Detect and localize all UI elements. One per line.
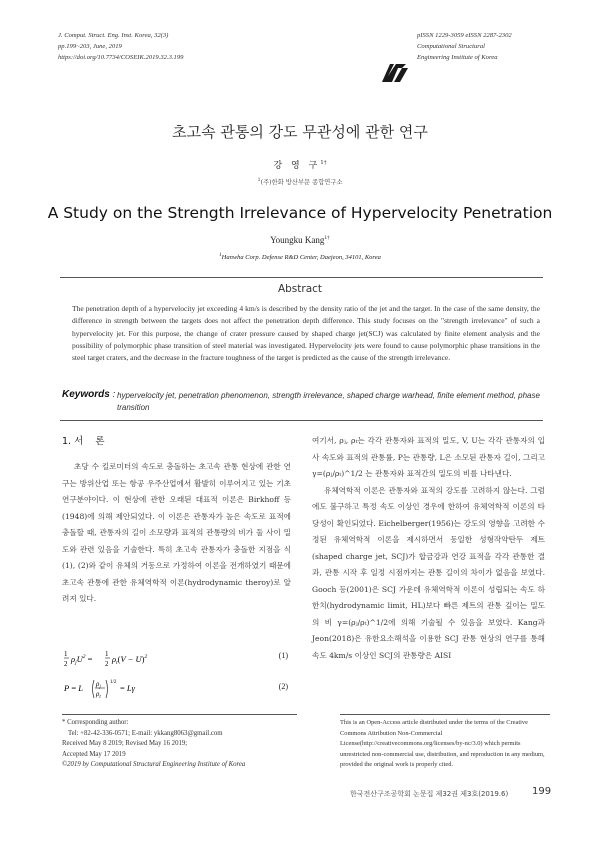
footnote-rule-left xyxy=(62,714,297,715)
header-line-citation: J. Comput. Struct. Eng. Inst. Korea, 32(3) xyxy=(58,32,169,39)
equation-2-number: (2) xyxy=(278,682,288,691)
header-issn: pISSN 1229-3059 eISSN 2287-2302 xyxy=(417,32,512,39)
equation-2-formula xyxy=(64,676,234,702)
english-affiliation xyxy=(0,253,600,261)
journal-logo-icon xyxy=(380,62,410,84)
keywords-label xyxy=(62,389,115,400)
svg-text:= Lγ: = Lγ xyxy=(120,683,135,693)
equation-1-number: (1) xyxy=(278,651,288,660)
korean-title: 초고속 관통의 강도 무관성에 관한 연구 xyxy=(172,123,428,141)
corresponding-label: * Corresponding author: xyxy=(62,719,129,726)
page-number: 199 xyxy=(532,786,552,797)
korean-author-mark: 1† xyxy=(320,160,327,166)
english-affil-mark: 1 xyxy=(219,253,222,258)
english-affil-text: Hanwha Corp. Defense R&D Center, Daejeon, 34101, Korea xyxy=(221,254,381,262)
corresponding-contact: Tel: +82-42-336-0571; E-mail: ykkang8063@gmail.com xyxy=(68,729,223,737)
svg-text:1/2: 1/2 xyxy=(110,680,117,685)
svg-text:2: 2 xyxy=(105,660,109,668)
right-column xyxy=(312,433,545,664)
korean-affil-text: (주)한화 방산부문 종합연구소 xyxy=(260,179,343,187)
header-line-pages: pp.199~203, June, 2019 xyxy=(58,43,122,50)
svg-text:1: 1 xyxy=(64,650,68,658)
korean-author xyxy=(0,158,600,171)
english-author-name: Youngku Kang xyxy=(270,235,325,245)
english-author xyxy=(0,235,600,245)
equation-2 xyxy=(64,676,290,702)
accepted-date: Accepted May 17 2019 xyxy=(62,750,126,758)
abstract-top-rule xyxy=(60,277,543,278)
keywords-bottom-rule xyxy=(60,420,543,421)
equation-1 xyxy=(64,647,290,669)
abstract-heading: Abstract xyxy=(277,283,323,295)
journal-header-left xyxy=(58,30,183,63)
abstract-text: The penetration depth of a hypervelocity jet exceeding 4 km/s is described by the density ratio of the jet and the target. In the case of the same density, the difference in strength between the targets does not affect the penetration depth difference. This study focuses on the "strength irrelevance" of such a hypervelocity jet. For this purpose, the change of crater pressure caused by shaped charge jet(SCJ) was calculated by finite element analysis and the possibility of polymorphic phase transition of steel material was investigated. Hypervelocity jets were found to cause polymorphic phase transitions in the steel target craters, and the decrease in the fracture toughness of the target is predicted as the cause of the strength irrelevance. xyxy=(72,304,540,363)
left-column xyxy=(62,459,291,608)
right-paragraph-2: 유체역학적 이론은 관통자와 표적의 강도를 고려하지 않는다. 그럼에도 불구하고 특정 속도 이상인 경우에 한하여 유체역학적 이론의 타당성이 확인되었다. Eichelberger(1956)는 강도의 영향을 고려한 수정된 유체역학적 이론을 제시하면서 동일한 성형작약탄두 제트(shaped charge jet, SCJ)가 합금강과 연강 표적을 각각 관통한 결과, 관통 시작 후 일정 시점까지는 관통 길이의 차이가 없음을 보였다. Gooch 등(2001)은 SCJ 가운데 유체역학적 이론이 성립되는 속도 하한치(hydrodynamic limit, HL)보다 빠른 제트의 관통 깊이는 밀도의 비 γ=(ρⱼ/ρₜ)^1/2에 의해 기술될 수 있음을 보였다. Kang과 Jeon(2018)은 유한요소해석을 이용한 SCJ 관통 현상의 연구를 통해 속도 4km/s 이상인 SCJ의 관통량은 AISI xyxy=(312,485,545,660)
svg-text:ρt: $\rho_t$ xyxy=(96,690,101,700)
received-dates: Received May 8 2019; Revised May 16 2019; xyxy=(62,740,188,747)
korean-author-name: 강 영 구 xyxy=(273,161,321,171)
copyright-line: ©2019 by Computational Structural Engineering Institute of Korea xyxy=(62,761,246,768)
svg-text:ρjU2 =: $\rho_jU^2$ = xyxy=(71,654,93,666)
keywords-separator: : xyxy=(112,389,116,399)
journal-header-right xyxy=(417,30,512,63)
footer-journal-info: 한국전산구조공학회 논문집 제32권 제3호(2019.6) xyxy=(350,790,509,798)
section-1-heading: 1. 서 론 xyxy=(62,436,105,447)
svg-text:ρj: $\rho_j$ xyxy=(96,680,101,690)
intro-paragraph: 초당 수 킬로미터의 속도로 충돌하는 초고속 관통 현상에 관한 연구는 방위산업 또는 항공 우주산업에서 활발히 이루어지고 있는 기초 연구분야이다. 이 현상에 관한 오래된 대표적 이론은 Birkhoff 등(1948)에 의해 제안되었다. 이 이론은 관통자가 높은 속도로 표적에 충돌할 때, 관통자의 길이 소모량과 표적의 관통량의 비가 둘 사이 밀도와 관련 있음을 기술한다. 특히 초고속 관통자가 충돌한 지점을 식 (1), (2)와 같이 유체의 거동으로 가정하여 이론을 전개하였기 때문에 초고속 관통에 관한 유체역학적 이론(hydrodynamic theroy)로 알려져 있다. xyxy=(62,462,291,603)
footnote-left xyxy=(62,718,297,771)
english-title: A Study on the Strength Irrelevance of Hypervelocity Penetration xyxy=(47,204,553,222)
svg-text:P = L: P = L xyxy=(64,683,83,693)
svg-text:1: 1 xyxy=(105,650,109,658)
keywords-text: hypervelocity jet, penetration phenomenon, strength irrelevance, shaped charge warhead, finite element method, phase transition xyxy=(117,391,540,412)
header-society-line2: Engineering Institute of Korea xyxy=(417,54,498,61)
open-access-notice: This is an Open-Access article distributed under the terms of the Creative Commons Attribution Non-Commercial License(http://creativecommons.org/licenses/by-nc/3.0) which permits unrestricted non-commercial use, distribution, and reproduction in any medium, provided the original work is properly cited. xyxy=(340,719,545,768)
korean-affil-mark: 1 xyxy=(257,177,261,183)
korean-affiliation xyxy=(0,177,600,186)
header-society-line1: Computational Structural xyxy=(417,43,485,50)
svg-text:ρt(V − U)2: $\rho_t(V - U)^2$ xyxy=(112,654,148,666)
keywords-label-text: Keywords xyxy=(62,389,110,400)
english-author-mark: 1† xyxy=(324,235,330,241)
footnote-rule-right xyxy=(340,714,550,715)
svg-text:2: 2 xyxy=(64,660,68,668)
equation-1-formula xyxy=(64,647,234,671)
header-line-doi[interactable]: https://doi.org/10.7734/COSEIK.2019.32.3.199 xyxy=(58,54,184,61)
right-paragraph-1: 여기서, ρⱼ, ρₜ는 각각 관통자와 표적의 밀도, V, U는 각각 관통자의 입사 속도와 표적의 관통률, P는 관통량, L은 소모된 관통자 길이, 그리고 γ=(ρⱼ/ρₜ)^1/2 는 관통자와 표적간의 밀도의 비를 나타낸다. xyxy=(312,436,545,478)
